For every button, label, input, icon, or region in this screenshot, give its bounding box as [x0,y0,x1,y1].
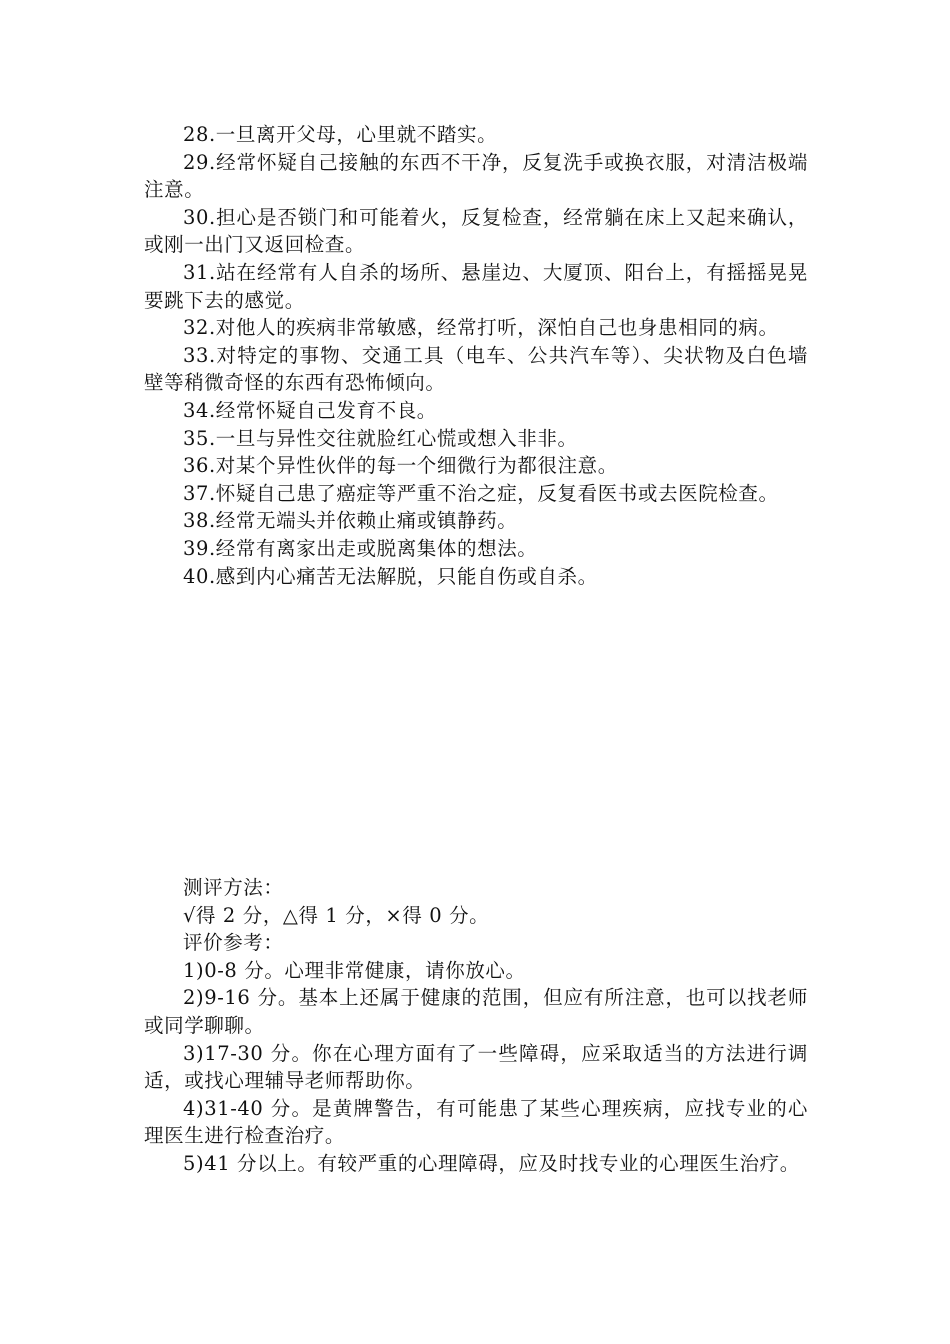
scoring-section [144,874,808,1178]
item-33: 33.对特定的事物、交通工具（电车、公共汽车等）、尖状物及白色墙壁等稍微奇怪的东西有恐怖倾向。 [144,343,808,395]
item-36: 36.对某个异性伙伴的每一个细微行为都很注意。 [183,454,618,478]
questionnaire-items [144,121,808,590]
level-5: 5)41 分以上。有较严重的心理障碍，应及时找专业的心理医生治疗。 [183,1151,800,1175]
item-31: 31.站在经常有人自杀的场所、悬崖边、大厦顶、阳台上，有摇摇晃晃要跳下去的感觉。 [144,260,808,312]
item-32: 32.对他人的疾病非常敏感，经常打听，深怕自己也身患相同的病。 [183,316,779,340]
method-heading: 测评方法： [183,876,284,899]
level-1: 1)0-8 分。心理非常健康，请你放心。 [183,958,526,982]
level-3: 3)17-30 分。你在心理方面有了一些障碍，应采取适当的方法进行调适，或找心理辅导老师帮助你。 [144,1041,808,1093]
method-text: √得 2 分，△得 1 分，×得 0 分。 [183,903,490,927]
item-38: 38.经常无端头并依赖止痛或镇静药。 [183,509,518,533]
item-28: 28.一旦离开父母，心里就不踏实。 [183,123,498,146]
item-40: 40.感到内心痛苦无法解脱，只能自伤或自杀。 [183,564,598,588]
item-37: 37.怀疑自己患了癌症等严重不治之症，反复看医书或去医院检查。 [183,481,779,505]
item-35: 35.一旦与异性交往就脸红心慌或想入非非。 [183,426,578,450]
level-2: 2)9-16 分。基本上还属于健康的范围，但应有所注意，也可以找老师或同学聊聊。 [144,986,808,1037]
item-30: 30.担心是否锁门和可能着火，反复检查，经常躺在床上又起来确认，或刚一出门又返回检查。 [144,205,808,257]
item-39: 39.经常有离家出走或脱离集体的想法。 [183,536,538,560]
item-29: 29.经常怀疑自己接触的东西不干净，反复洗手或换衣服，对清洁极端注意。 [144,150,808,202]
reference-heading: 评价参考： [183,931,284,955]
level-4: 4)31-40 分。是黄牌警告，有可能患了某些心理疾病，应找专业的心理医生进行检查治疗。 [144,1096,808,1148]
item-34: 34.经常怀疑自己发育不良。 [183,398,437,422]
